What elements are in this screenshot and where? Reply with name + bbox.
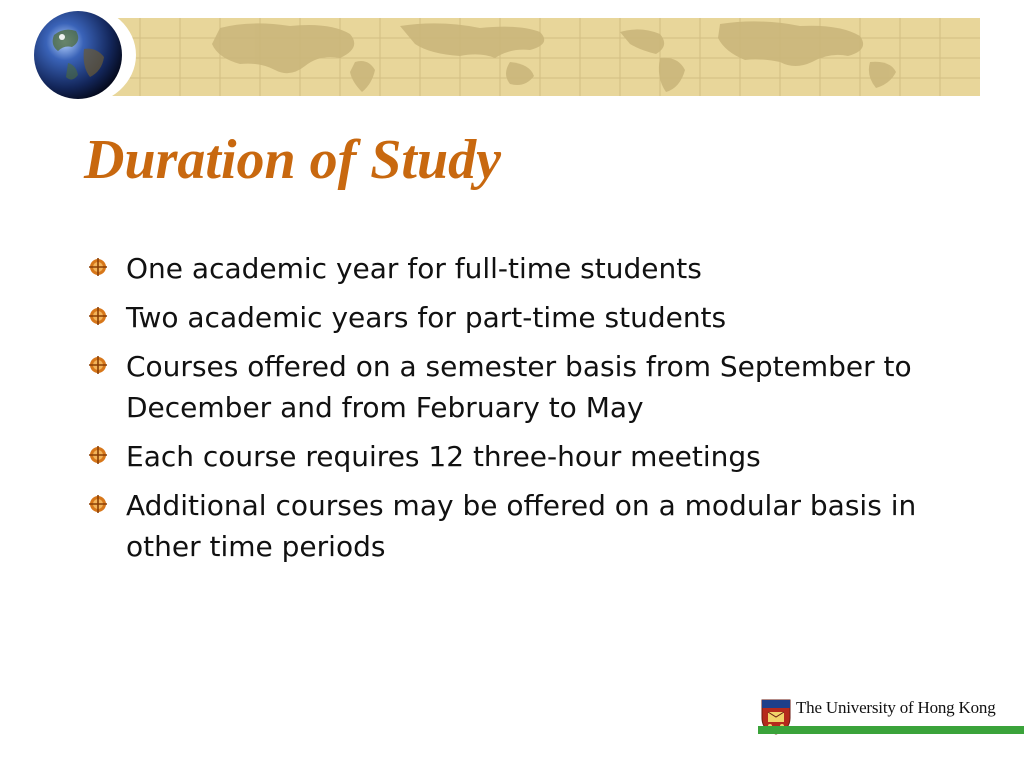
bullet-text: Two academic years for part-time students	[126, 301, 727, 334]
compass-bullet-icon	[88, 306, 108, 326]
globe-icon	[24, 5, 136, 105]
bullet-text: Courses offered on a semester basis from September to December and from February to May	[126, 350, 912, 424]
footer-green-bar	[758, 726, 1024, 734]
bullet-item	[86, 485, 966, 567]
bullet-list	[86, 248, 966, 575]
institution-name: The University of Hong Kong	[796, 698, 996, 717]
bullet-text: Additional courses may be offered on a modular basis in other time periods	[126, 489, 917, 563]
compass-bullet-icon	[88, 494, 108, 514]
compass-bullet-icon	[88, 355, 108, 375]
bullet-item	[86, 436, 966, 477]
world-map-graphic	[100, 18, 980, 96]
compass-bullet-icon	[88, 445, 108, 465]
world-map-banner	[100, 18, 980, 96]
bullet-text: One academic year for full-time students	[126, 252, 702, 285]
bullet-text: Each course requires 12 three-hour meetings	[126, 440, 761, 473]
slide-title: Duration of Study	[84, 129, 501, 191]
bullet-item	[86, 297, 966, 338]
bullet-item	[86, 346, 966, 428]
compass-bullet-icon	[88, 257, 108, 277]
university-logo	[758, 696, 1024, 742]
bullet-item	[86, 248, 966, 289]
